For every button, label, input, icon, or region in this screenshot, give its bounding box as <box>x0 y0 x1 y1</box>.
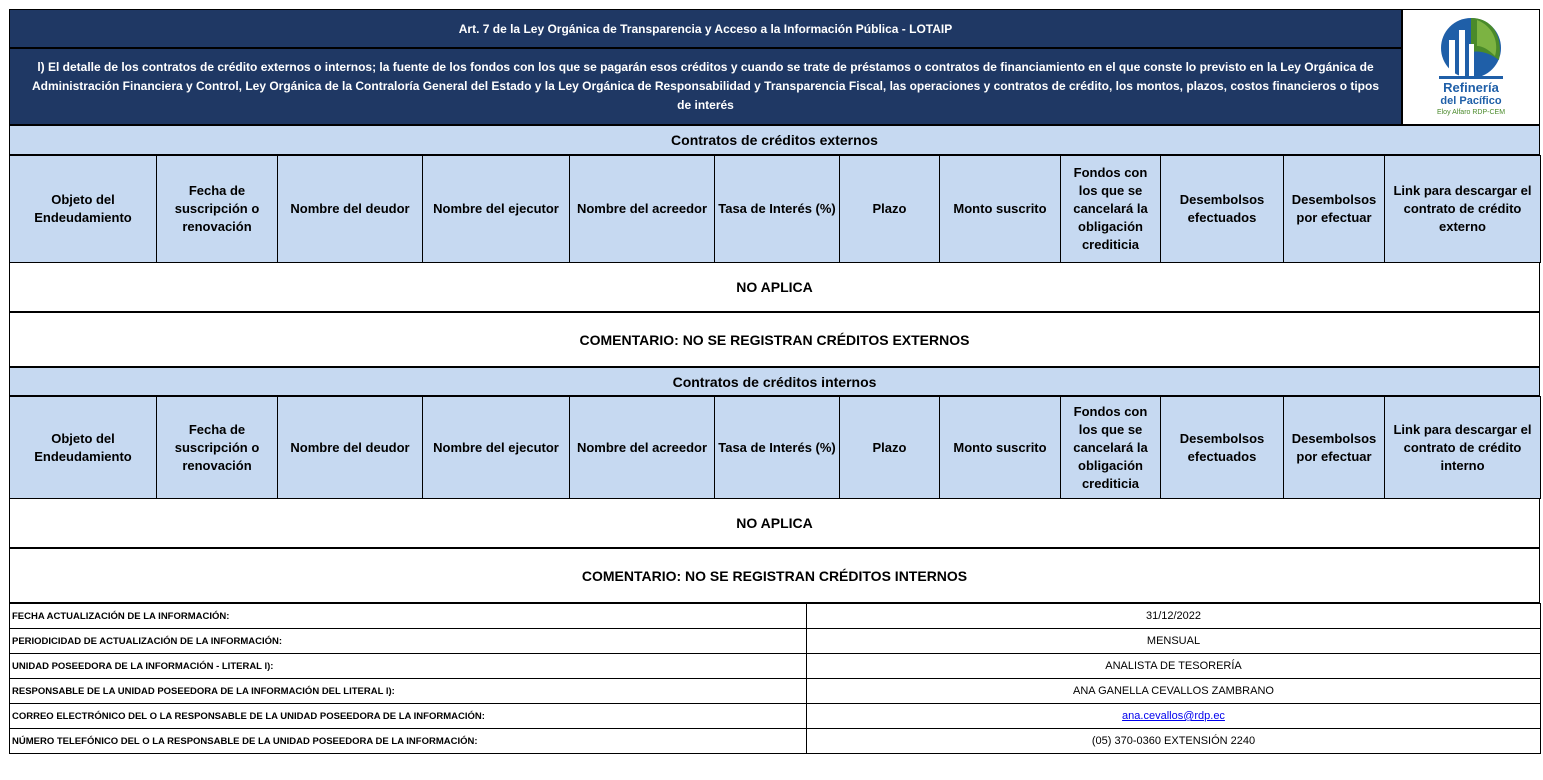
col-header: Tasa de Interés (%) <box>715 397 840 499</box>
col-header: Objeto del Endeudamiento <box>10 156 157 263</box>
col-header: Desembolsos por efectuar <box>1284 156 1385 263</box>
meta-row <box>10 654 1541 679</box>
section-title-externos: Contratos de créditos externos <box>9 125 1540 155</box>
meta-value-unidad: ANALISTA DE TESORERÍA <box>807 654 1541 679</box>
literal-description: l) El detalle de los contratos de crédito externos o internos; la fuente de los fondos con los que se pagarán esos créditos y cuando se trate de préstamos o contratos de financiamiento en el que conste lo previsto en la Ley Orgánica de Administración Financiera y Control, Ley Orgánica de la Contraloría General del Estado y la Ley Orgánica de Responsabilidad y Transparencia Fiscal, las operaciones y contratos de crédito, los montos, plazos, costos financieros o tipos de interés <box>9 48 1402 125</box>
col-header: Desembolsos efectuados <box>1161 397 1284 499</box>
col-header: Nombre del deudor <box>278 397 423 499</box>
col-header: Monto suscrito <box>940 156 1061 263</box>
meta-row <box>10 704 1541 729</box>
col-header: Link para descargar el contrato de crédito interno <box>1385 397 1541 499</box>
section-title-internos: Contratos de créditos internos <box>9 367 1540 396</box>
col-header: Nombre del ejecutor <box>423 156 570 263</box>
col-header: Nombre del acreedor <box>570 397 715 499</box>
col-header: Fondos con los que se cancelará la obligación crediticia <box>1061 156 1161 263</box>
meta-row <box>10 604 1541 629</box>
no-aplica-externos: NO APLICA <box>9 262 1540 312</box>
refineria-logo-mark <box>1403 10 1539 124</box>
page-title: Art. 7 de la Ley Orgánica de Transparencia y Acceso a la Información Pública - LOTAIP <box>9 9 1402 48</box>
col-header: Monto suscrito <box>940 397 1061 499</box>
col-header: Desembolsos por efectuar <box>1284 397 1385 499</box>
logo-line1: Refinería <box>1443 80 1499 95</box>
col-header: Nombre del deudor <box>278 156 423 263</box>
col-header: Plazo <box>840 156 940 263</box>
meta-value-responsable: ANA GANELLA CEVALLOS ZAMBRANO <box>807 679 1541 704</box>
col-header: Nombre del acreedor <box>570 156 715 263</box>
refineria-logo <box>1402 9 1540 125</box>
meta-value-telefono: (05) 370-0360 EXTENSIÓN 2240 <box>807 729 1541 754</box>
comentario-externos: COMENTARIO: NO SE REGISTRAN CRÉDITOS EXTERNOS <box>9 312 1540 367</box>
meta-row <box>10 629 1541 654</box>
col-header: Desembolsos efectuados <box>1161 156 1284 263</box>
columns-externos <box>9 155 1541 263</box>
columns-internos <box>9 396 1541 499</box>
col-header: Fecha de suscripción o renovación <box>157 397 278 499</box>
meta-row <box>10 679 1541 704</box>
logo-line3: Eloy Alfaro RDP-CEM <box>1436 109 1506 116</box>
email-link[interactable]: ana.cevallos@rdp.ec <box>1122 710 1225 722</box>
col-header: Plazo <box>840 397 940 499</box>
col-header: Fecha de suscripción o renovación <box>157 156 278 263</box>
meta-value-fecha: 31/12/2022 <box>807 604 1541 629</box>
meta-label: RESPONSABLE DE LA UNIDAD POSEEDORA DE LA INFORMACIÓN DEL LITERAL l): <box>10 679 807 704</box>
meta-label: CORREO ELECTRÓNICO DEL O LA RESPONSABLE DE LA UNIDAD POSEEDORA DE LA INFORMACIÓN: <box>10 704 807 729</box>
col-header: Objeto del Endeudamiento <box>10 397 157 499</box>
metadata-table <box>9 603 1541 754</box>
col-header: Link para descargar el contrato de crédito externo <box>1385 156 1541 263</box>
comentario-internos: COMENTARIO: NO SE REGISTRAN CRÉDITOS INTERNOS <box>9 548 1540 603</box>
logo-line2: del Pacífico <box>1440 95 1502 107</box>
meta-value-correo <box>807 704 1541 729</box>
col-header: Nombre del ejecutor <box>423 397 570 499</box>
col-header: Tasa de Interés (%) <box>715 156 840 263</box>
meta-label: UNIDAD POSEEDORA DE LA INFORMACIÓN - LITERAL l): <box>10 654 807 679</box>
meta-label: FECHA ACTUALIZACIÓN DE LA INFORMACIÓN: <box>10 604 807 629</box>
no-aplica-internos: NO APLICA <box>9 498 1540 548</box>
meta-label: NÚMERO TELEFÓNICO DEL O LA RESPONSABLE DE LA UNIDAD POSEEDORA DE LA INFORMACIÓN: <box>10 729 807 754</box>
meta-row <box>10 729 1541 754</box>
meta-label: PERIODICIDAD DE ACTUALIZACIÓN DE LA INFORMACIÓN: <box>10 629 807 654</box>
col-header: Fondos con los que se cancelará la obligación crediticia <box>1061 397 1161 499</box>
meta-value-periodicidad: MENSUAL <box>807 629 1541 654</box>
